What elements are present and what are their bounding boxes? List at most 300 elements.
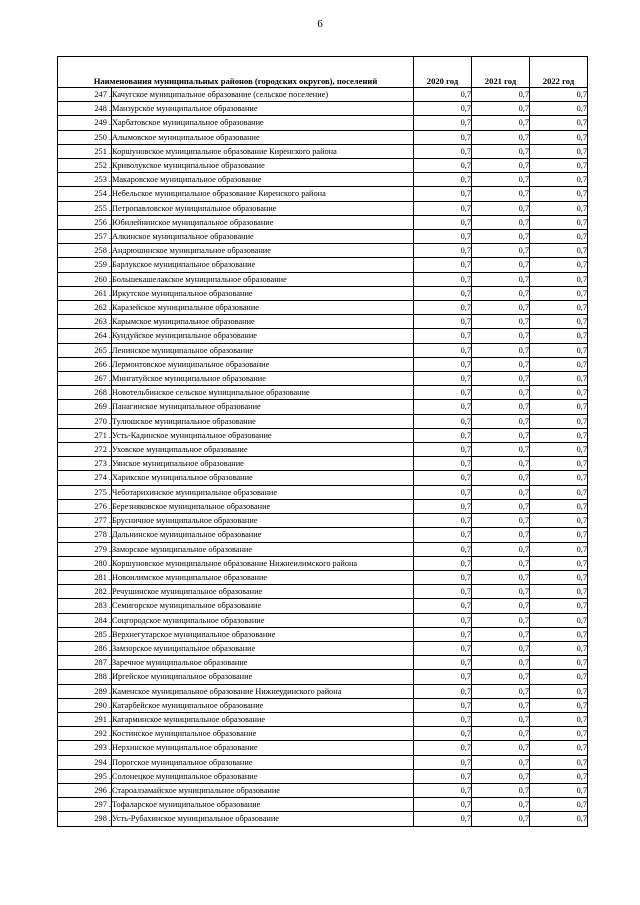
row-number: 281 . — [58, 570, 112, 584]
table-row — [58, 130, 588, 144]
value-2020: 0,7 — [414, 542, 472, 556]
value-2021: 0,7 — [472, 201, 530, 215]
value-2022: 0,7 — [530, 443, 588, 457]
value-2022: 0,7 — [530, 372, 588, 386]
row-number: 267 . — [58, 372, 112, 386]
row-number: 263 . — [58, 315, 112, 329]
municipality-name: Новотельбинское сельское муниципальное образование — [112, 386, 414, 400]
value-2021: 0,7 — [472, 357, 530, 371]
value-2020: 0,7 — [414, 556, 472, 570]
table-row — [58, 357, 588, 371]
municipality-name: Иркутское муниципальное образование — [112, 286, 414, 300]
table-row — [58, 741, 588, 755]
value-2021: 0,7 — [472, 102, 530, 116]
value-2020: 0,7 — [414, 130, 472, 144]
value-2020: 0,7 — [414, 258, 472, 272]
value-2021: 0,7 — [472, 684, 530, 698]
value-2020: 0,7 — [414, 357, 472, 371]
row-number: 279 . — [58, 542, 112, 556]
value-2021: 0,7 — [472, 443, 530, 457]
value-2021: 0,7 — [472, 641, 530, 655]
row-number: 262 . — [58, 301, 112, 315]
value-2022: 0,7 — [530, 357, 588, 371]
municipality-name: Карымское муниципальное образование — [112, 315, 414, 329]
value-2021: 0,7 — [472, 556, 530, 570]
row-number: 296 . — [58, 783, 112, 797]
value-2020: 0,7 — [414, 144, 472, 158]
value-2020: 0,7 — [414, 173, 472, 187]
value-2021: 0,7 — [472, 613, 530, 627]
value-2020: 0,7 — [414, 187, 472, 201]
row-number: 253 . — [58, 173, 112, 187]
value-2022: 0,7 — [530, 499, 588, 513]
value-2021: 0,7 — [472, 727, 530, 741]
table-row — [58, 627, 588, 641]
row-number: 268 . — [58, 386, 112, 400]
value-2022: 0,7 — [530, 627, 588, 641]
municipality-name: Панагинское муниципальное образование — [112, 400, 414, 414]
municipality-name: Харикское муниципальное образование — [112, 471, 414, 485]
table-row — [58, 613, 588, 627]
value-2020: 0,7 — [414, 400, 472, 414]
table-row — [58, 443, 588, 457]
value-2022: 0,7 — [530, 798, 588, 812]
value-2022: 0,7 — [530, 428, 588, 442]
table-row — [58, 343, 588, 357]
value-2022: 0,7 — [530, 244, 588, 258]
value-2022: 0,7 — [530, 102, 588, 116]
value-2022: 0,7 — [530, 272, 588, 286]
row-number: 286 . — [58, 641, 112, 655]
value-2020: 0,7 — [414, 414, 472, 428]
row-number: 287 . — [58, 656, 112, 670]
table-row — [58, 286, 588, 300]
value-2021: 0,7 — [472, 627, 530, 641]
value-2020: 0,7 — [414, 812, 472, 826]
municipality-name: Каразейское муниципальное образование — [112, 301, 414, 315]
row-number: 274 . — [58, 471, 112, 485]
column-header-2022: 2022 год — [530, 57, 588, 88]
value-2022: 0,7 — [530, 343, 588, 357]
value-2020: 0,7 — [414, 315, 472, 329]
row-number: 294 . — [58, 755, 112, 769]
table-row — [58, 301, 588, 315]
municipality-name: Андрюшинское муниципальное образование — [112, 244, 414, 258]
municipality-name: Манзурское муниципальное образование — [112, 102, 414, 116]
value-2021: 0,7 — [472, 159, 530, 173]
row-number: 264 . — [58, 329, 112, 343]
value-2022: 0,7 — [530, 712, 588, 726]
municipality-name: Большекашелакское муниципальное образование — [112, 272, 414, 286]
value-2020: 0,7 — [414, 457, 472, 471]
row-number: 255 . — [58, 201, 112, 215]
value-2020: 0,7 — [414, 627, 472, 641]
row-number: 284 . — [58, 613, 112, 627]
value-2020: 0,7 — [414, 244, 472, 258]
municipality-name: Дальнинское муниципальное образование — [112, 528, 414, 542]
row-number: 260 . — [58, 272, 112, 286]
value-2020: 0,7 — [414, 641, 472, 655]
value-2020: 0,7 — [414, 783, 472, 797]
municipality-name: Чеботарихинское муниципальное образование — [112, 485, 414, 499]
value-2020: 0,7 — [414, 116, 472, 130]
value-2022: 0,7 — [530, 130, 588, 144]
table-row — [58, 457, 588, 471]
value-2021: 0,7 — [472, 428, 530, 442]
municipality-name: Уховское муниципальное образование — [112, 443, 414, 457]
value-2022: 0,7 — [530, 585, 588, 599]
row-number: 269 . — [58, 400, 112, 414]
value-2021: 0,7 — [472, 670, 530, 684]
row-number: 248 . — [58, 102, 112, 116]
value-2022: 0,7 — [530, 812, 588, 826]
value-2020: 0,7 — [414, 215, 472, 229]
municipality-name: Коршуновское муниципальное образование Киренского района — [112, 144, 414, 158]
value-2021: 0,7 — [472, 116, 530, 130]
row-number: 252 . — [58, 159, 112, 173]
value-2022: 0,7 — [530, 783, 588, 797]
value-2021: 0,7 — [472, 144, 530, 158]
municipality-name: Каменское муниципальное образование Нижнеудинского района — [112, 684, 414, 698]
table-row — [58, 400, 588, 414]
row-number: 270 . — [58, 414, 112, 428]
table-row — [58, 755, 588, 769]
value-2020: 0,7 — [414, 301, 472, 315]
value-2021: 0,7 — [472, 485, 530, 499]
value-2022: 0,7 — [530, 684, 588, 698]
municipality-name: Барлукское муниципальное образование — [112, 258, 414, 272]
table-row — [58, 485, 588, 499]
value-2021: 0,7 — [472, 173, 530, 187]
table-row — [58, 173, 588, 187]
municipality-name: Криволукское муниципальное образование — [112, 159, 414, 173]
row-number: 272 . — [58, 443, 112, 457]
value-2021: 0,7 — [472, 712, 530, 726]
table-row — [58, 414, 588, 428]
municipality-name: Речушинское муниципальное образование — [112, 585, 414, 599]
row-number: 278 . — [58, 528, 112, 542]
table-row — [58, 585, 588, 599]
value-2021: 0,7 — [472, 599, 530, 613]
municipality-name: Харбатовское муниципальное образование — [112, 116, 414, 130]
row-number: 271 . — [58, 428, 112, 442]
value-2020: 0,7 — [414, 769, 472, 783]
value-2022: 0,7 — [530, 315, 588, 329]
municipality-name: Березняковское муниципальное образование — [112, 499, 414, 513]
row-number: 251 . — [58, 144, 112, 158]
municipality-name: Катарминское муниципальное образование — [112, 712, 414, 726]
municipal-table — [57, 56, 588, 827]
municipality-name: Солонецкое муниципальное образование — [112, 769, 414, 783]
value-2020: 0,7 — [414, 286, 472, 300]
value-2022: 0,7 — [530, 599, 588, 613]
value-2021: 0,7 — [472, 798, 530, 812]
table-row — [58, 144, 588, 158]
value-2021: 0,7 — [472, 343, 530, 357]
value-2022: 0,7 — [530, 173, 588, 187]
value-2022: 0,7 — [530, 485, 588, 499]
value-2021: 0,7 — [472, 187, 530, 201]
table-row — [58, 542, 588, 556]
table-row — [58, 386, 588, 400]
value-2020: 0,7 — [414, 230, 472, 244]
municipality-name: Юбилейнинское муниципальное образование — [112, 215, 414, 229]
row-number: 289 . — [58, 684, 112, 698]
table-row — [58, 656, 588, 670]
value-2021: 0,7 — [472, 130, 530, 144]
value-2022: 0,7 — [530, 159, 588, 173]
value-2022: 0,7 — [530, 201, 588, 215]
value-2020: 0,7 — [414, 528, 472, 542]
row-number: 291 . — [58, 712, 112, 726]
municipality-name: Макаровское муниципальное образование — [112, 173, 414, 187]
value-2022: 0,7 — [530, 301, 588, 315]
value-2020: 0,7 — [414, 372, 472, 386]
value-2021: 0,7 — [472, 528, 530, 542]
table-row — [58, 528, 588, 542]
row-number: 297 . — [58, 798, 112, 812]
table-row — [58, 187, 588, 201]
value-2021: 0,7 — [472, 372, 530, 386]
value-2022: 0,7 — [530, 570, 588, 584]
table-row — [58, 102, 588, 116]
value-2021: 0,7 — [472, 88, 530, 102]
row-number: 250 . — [58, 130, 112, 144]
table-row — [58, 783, 588, 797]
table-row — [58, 471, 588, 485]
value-2021: 0,7 — [472, 301, 530, 315]
municipality-name: Тулюшское муниципальное образование — [112, 414, 414, 428]
row-number: 256 . — [58, 215, 112, 229]
municipality-name: Иргейское муниципальное образование — [112, 670, 414, 684]
value-2020: 0,7 — [414, 88, 472, 102]
table-row — [58, 499, 588, 513]
value-2020: 0,7 — [414, 570, 472, 584]
row-number: 259 . — [58, 258, 112, 272]
municipality-name: Староалзамайское муниципальное образование — [112, 783, 414, 797]
row-number: 298 . — [58, 812, 112, 826]
table-row — [58, 428, 588, 442]
value-2022: 0,7 — [530, 400, 588, 414]
value-2022: 0,7 — [530, 556, 588, 570]
municipality-name: Усть-Кадинское муниципальное образование — [112, 428, 414, 442]
table-row — [58, 769, 588, 783]
municipality-name: Уянское муниципальное образование — [112, 457, 414, 471]
value-2022: 0,7 — [530, 769, 588, 783]
municipality-name: Верхнегутарское муниципальное образование — [112, 627, 414, 641]
table-row — [58, 712, 588, 726]
value-2021: 0,7 — [472, 741, 530, 755]
value-2020: 0,7 — [414, 599, 472, 613]
table-row — [58, 727, 588, 741]
value-2020: 0,7 — [414, 798, 472, 812]
municipality-name: Коршуновское муниципальное образование Нижнеилимского района — [112, 556, 414, 570]
column-header-2020: 2020 год — [414, 57, 472, 88]
value-2020: 0,7 — [414, 386, 472, 400]
column-header-2021: 2021 год — [472, 57, 530, 88]
value-2022: 0,7 — [530, 230, 588, 244]
row-number: 280 . — [58, 556, 112, 570]
row-number: 273 . — [58, 457, 112, 471]
municipality-name: Ленинское муниципальное образование — [112, 343, 414, 357]
value-2020: 0,7 — [414, 684, 472, 698]
value-2022: 0,7 — [530, 471, 588, 485]
municipality-name: Качугское муниципальное образование (сельское поселение) — [112, 88, 414, 102]
table-row — [58, 698, 588, 712]
value-2021: 0,7 — [472, 542, 530, 556]
value-2021: 0,7 — [472, 769, 530, 783]
municipality-name: Нерхинское муниципальное образование — [112, 741, 414, 755]
row-number: 282 . — [58, 585, 112, 599]
table-row — [58, 230, 588, 244]
value-2022: 0,7 — [530, 641, 588, 655]
value-2022: 0,7 — [530, 528, 588, 542]
value-2020: 0,7 — [414, 272, 472, 286]
row-number: 288 . — [58, 670, 112, 684]
value-2022: 0,7 — [530, 116, 588, 130]
value-2022: 0,7 — [530, 613, 588, 627]
value-2022: 0,7 — [530, 741, 588, 755]
value-2021: 0,7 — [472, 457, 530, 471]
value-2021: 0,7 — [472, 230, 530, 244]
table-row — [58, 244, 588, 258]
value-2020: 0,7 — [414, 329, 472, 343]
municipality-name: Костинское муниципальное образование — [112, 727, 414, 741]
table-row — [58, 641, 588, 655]
value-2020: 0,7 — [414, 485, 472, 499]
value-2020: 0,7 — [414, 471, 472, 485]
row-number: 247 . — [58, 88, 112, 102]
value-2022: 0,7 — [530, 386, 588, 400]
value-2022: 0,7 — [530, 329, 588, 343]
table-row — [58, 116, 588, 130]
value-2020: 0,7 — [414, 102, 472, 116]
row-number: 290 . — [58, 698, 112, 712]
row-number: 258 . — [58, 244, 112, 258]
municipality-name: Замзорское муниципальное образование — [112, 641, 414, 655]
value-2020: 0,7 — [414, 343, 472, 357]
value-2021: 0,7 — [472, 386, 530, 400]
value-2022: 0,7 — [530, 755, 588, 769]
value-2021: 0,7 — [472, 272, 530, 286]
row-number: 275 . — [58, 485, 112, 499]
value-2020: 0,7 — [414, 712, 472, 726]
row-number: 283 . — [58, 599, 112, 613]
value-2022: 0,7 — [530, 457, 588, 471]
table-row — [58, 570, 588, 584]
value-2020: 0,7 — [414, 159, 472, 173]
value-2022: 0,7 — [530, 286, 588, 300]
value-2020: 0,7 — [414, 499, 472, 513]
value-2021: 0,7 — [472, 514, 530, 528]
value-2021: 0,7 — [472, 755, 530, 769]
municipality-name: Петропавловское муниципальное образование — [112, 201, 414, 215]
municipality-name: Небельское муниципальное образование Киренского района — [112, 187, 414, 201]
value-2020: 0,7 — [414, 755, 472, 769]
municipality-name: Усть-Рубахинское муниципальное образование — [112, 812, 414, 826]
value-2020: 0,7 — [414, 613, 472, 627]
value-2022: 0,7 — [530, 656, 588, 670]
value-2020: 0,7 — [414, 698, 472, 712]
table-row — [58, 272, 588, 286]
table-row — [58, 599, 588, 613]
value-2022: 0,7 — [530, 215, 588, 229]
value-2021: 0,7 — [472, 329, 530, 343]
table-row — [58, 670, 588, 684]
municipality-name: Семигорское муниципальное образование — [112, 599, 414, 613]
municipality-name: Алымовское муниципальное образование — [112, 130, 414, 144]
value-2022: 0,7 — [530, 514, 588, 528]
table-row — [58, 88, 588, 102]
municipality-name: Соцгородское муниципальное образование — [112, 613, 414, 627]
value-2021: 0,7 — [472, 400, 530, 414]
value-2020: 0,7 — [414, 201, 472, 215]
row-number: 292 . — [58, 727, 112, 741]
table-body — [58, 88, 588, 827]
value-2020: 0,7 — [414, 670, 472, 684]
value-2022: 0,7 — [530, 727, 588, 741]
municipality-name: Заречное муниципальное образование — [112, 656, 414, 670]
municipality-name: Алкинское муниципальное образование — [112, 230, 414, 244]
value-2020: 0,7 — [414, 585, 472, 599]
value-2021: 0,7 — [472, 215, 530, 229]
value-2021: 0,7 — [472, 414, 530, 428]
value-2022: 0,7 — [530, 670, 588, 684]
value-2021: 0,7 — [472, 244, 530, 258]
table-row — [58, 372, 588, 386]
table-row — [58, 159, 588, 173]
row-number: 261 . — [58, 286, 112, 300]
table-row — [58, 315, 588, 329]
value-2021: 0,7 — [472, 471, 530, 485]
value-2021: 0,7 — [472, 286, 530, 300]
value-2021: 0,7 — [472, 499, 530, 513]
table-row — [58, 201, 588, 215]
row-number: 285 . — [58, 627, 112, 641]
value-2021: 0,7 — [472, 570, 530, 584]
row-number: 265 . — [58, 343, 112, 357]
value-2022: 0,7 — [530, 258, 588, 272]
value-2022: 0,7 — [530, 187, 588, 201]
value-2022: 0,7 — [530, 542, 588, 556]
table-header — [58, 57, 588, 88]
value-2020: 0,7 — [414, 428, 472, 442]
municipality-name: Порогское муниципальное образование — [112, 755, 414, 769]
municipality-name: Катарбейское муниципальное образование — [112, 698, 414, 712]
value-2021: 0,7 — [472, 812, 530, 826]
table-row — [58, 329, 588, 343]
value-2021: 0,7 — [472, 258, 530, 272]
value-2022: 0,7 — [530, 144, 588, 158]
table-row — [58, 812, 588, 826]
table-row — [58, 684, 588, 698]
municipality-name: Мингатуйское муниципальное образование — [112, 372, 414, 386]
table-row — [58, 798, 588, 812]
value-2020: 0,7 — [414, 514, 472, 528]
value-2021: 0,7 — [472, 585, 530, 599]
municipality-name: Новоилимское муниципальное образование — [112, 570, 414, 584]
row-number: 295 . — [58, 769, 112, 783]
page-number: 6 — [317, 18, 323, 30]
municipality-name: Кундуйское муниципальное образование — [112, 329, 414, 343]
column-header-name: Наименования муниципальных районов (городских округов), поселений — [58, 57, 414, 88]
value-2021: 0,7 — [472, 315, 530, 329]
value-2021: 0,7 — [472, 698, 530, 712]
value-2020: 0,7 — [414, 741, 472, 755]
value-2020: 0,7 — [414, 656, 472, 670]
value-2020: 0,7 — [414, 443, 472, 457]
row-number: 266 . — [58, 357, 112, 371]
